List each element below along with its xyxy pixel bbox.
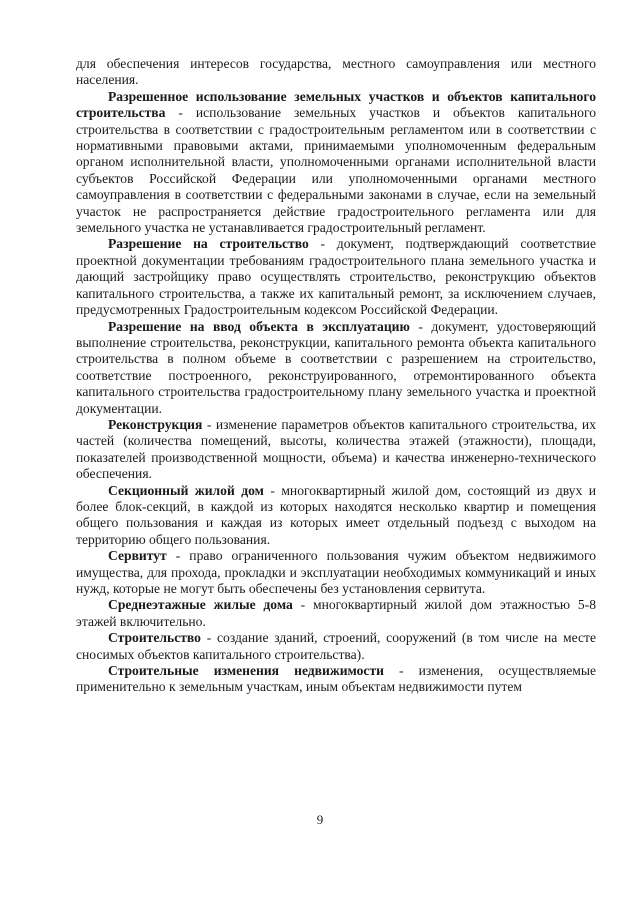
- definition-text: - создание зданий, строений, сооружений (в том числе на месте сносимых объектов капитального строительства).: [76, 630, 596, 662]
- definition-paragraph: [76, 630, 596, 663]
- definition-text: - использование земельных участков и объектов капитального строительства в соответствии с градостроительным регламентом или в соответствии с нормативными правовыми актами, принимаемыми уполномоченным федеральным органом исполнительной власти, уполномоченными органами исполнительной власти субъектов Российской Федерации или уполномоченными органами местного самоуправления в соответствии с федеральными законами в случае, если на земельный участок не распространяется действие градостроительного регламента или для земельного участка не устанавливается градостроительный регламент.: [76, 105, 596, 236]
- term: Разрешенное использование земельных участков и объектов капитального строительства: [76, 88, 596, 121]
- definition-paragraph: [76, 319, 596, 417]
- definition-paragraph: [76, 597, 596, 630]
- definition-text: - многоквартирный жилой дом, состоящий из двух и более блок-секций, в каждой из которых находятся несколько квартир и помещения общего пользования и каждая из которых имеет отдельный подъезд с выходом на территорию общего пользования.: [76, 482, 596, 547]
- definition-paragraph: [76, 236, 596, 318]
- definition-text: - право ограниченного пользования чужим объектом недвижимого имущества, для прохода, прокладки и эксплуатации необходимых коммуникаций и иных нужд, которые не могут быть обеспечены без установления сервитута.: [76, 548, 596, 596]
- definition-text: для обеспечения интересов государства, местного самоуправления или местного населения.: [76, 56, 596, 88]
- term: Строительные изменения недвижимости: [108, 663, 384, 679]
- definition-text: - документ, подтверждающий соответствие проектной документации требованиям градостроительного плана земельного участка и дающий застройщику право осуществлять строительство, реконструкцию объектов капитального строительства, а также их капитальный ремонт, за исключением случаев, предусмотренных Градостроительным кодексом Российской Федерации.: [76, 236, 596, 318]
- term: Разрешение на строительство: [108, 236, 309, 252]
- definition-text: - документ, удостоверяющий выполнение строительства, реконструкции, капитального ремонта объекта капитального строительства в полном объеме в соответствии с разрешением на строительство, соответствие построенного, реконструированного, отремонтированного объекта капитального строительства градостроительному плану земельного участка и проектной документации.: [76, 318, 596, 416]
- paragraph-continuation: [76, 56, 596, 89]
- term: Секционный жилой дом: [108, 482, 264, 498]
- term: Среднеэтажные жилые дома: [108, 597, 293, 613]
- definition-text: - изменение параметров объектов капитального строительства, их частей (количества помещений, высоты, количества этажей (этажности), площади, показателей производственной мощности, объема) и качества инженерно-технического обеспечения.: [76, 416, 596, 482]
- term: Разрешение на ввод объекта в эксплуатацию: [108, 318, 410, 334]
- definition-paragraph: [76, 548, 596, 597]
- definition-paragraph: [76, 663, 596, 696]
- term: Строительство: [108, 630, 201, 646]
- definition-text: - изменения, осуществляемые применительно к земельным участкам, иным объектам недвижимости путем: [76, 663, 597, 695]
- definition-paragraph: [76, 89, 596, 237]
- definition-paragraph: [76, 483, 596, 549]
- definition-text: - многоквартирный жилой дом этажностью 5-8 этажей включительно.: [76, 597, 597, 629]
- definition-paragraph: [76, 417, 596, 483]
- page-number: 9: [316, 812, 324, 827]
- term: Сервитут: [108, 548, 167, 564]
- term: Реконструкция: [108, 416, 203, 432]
